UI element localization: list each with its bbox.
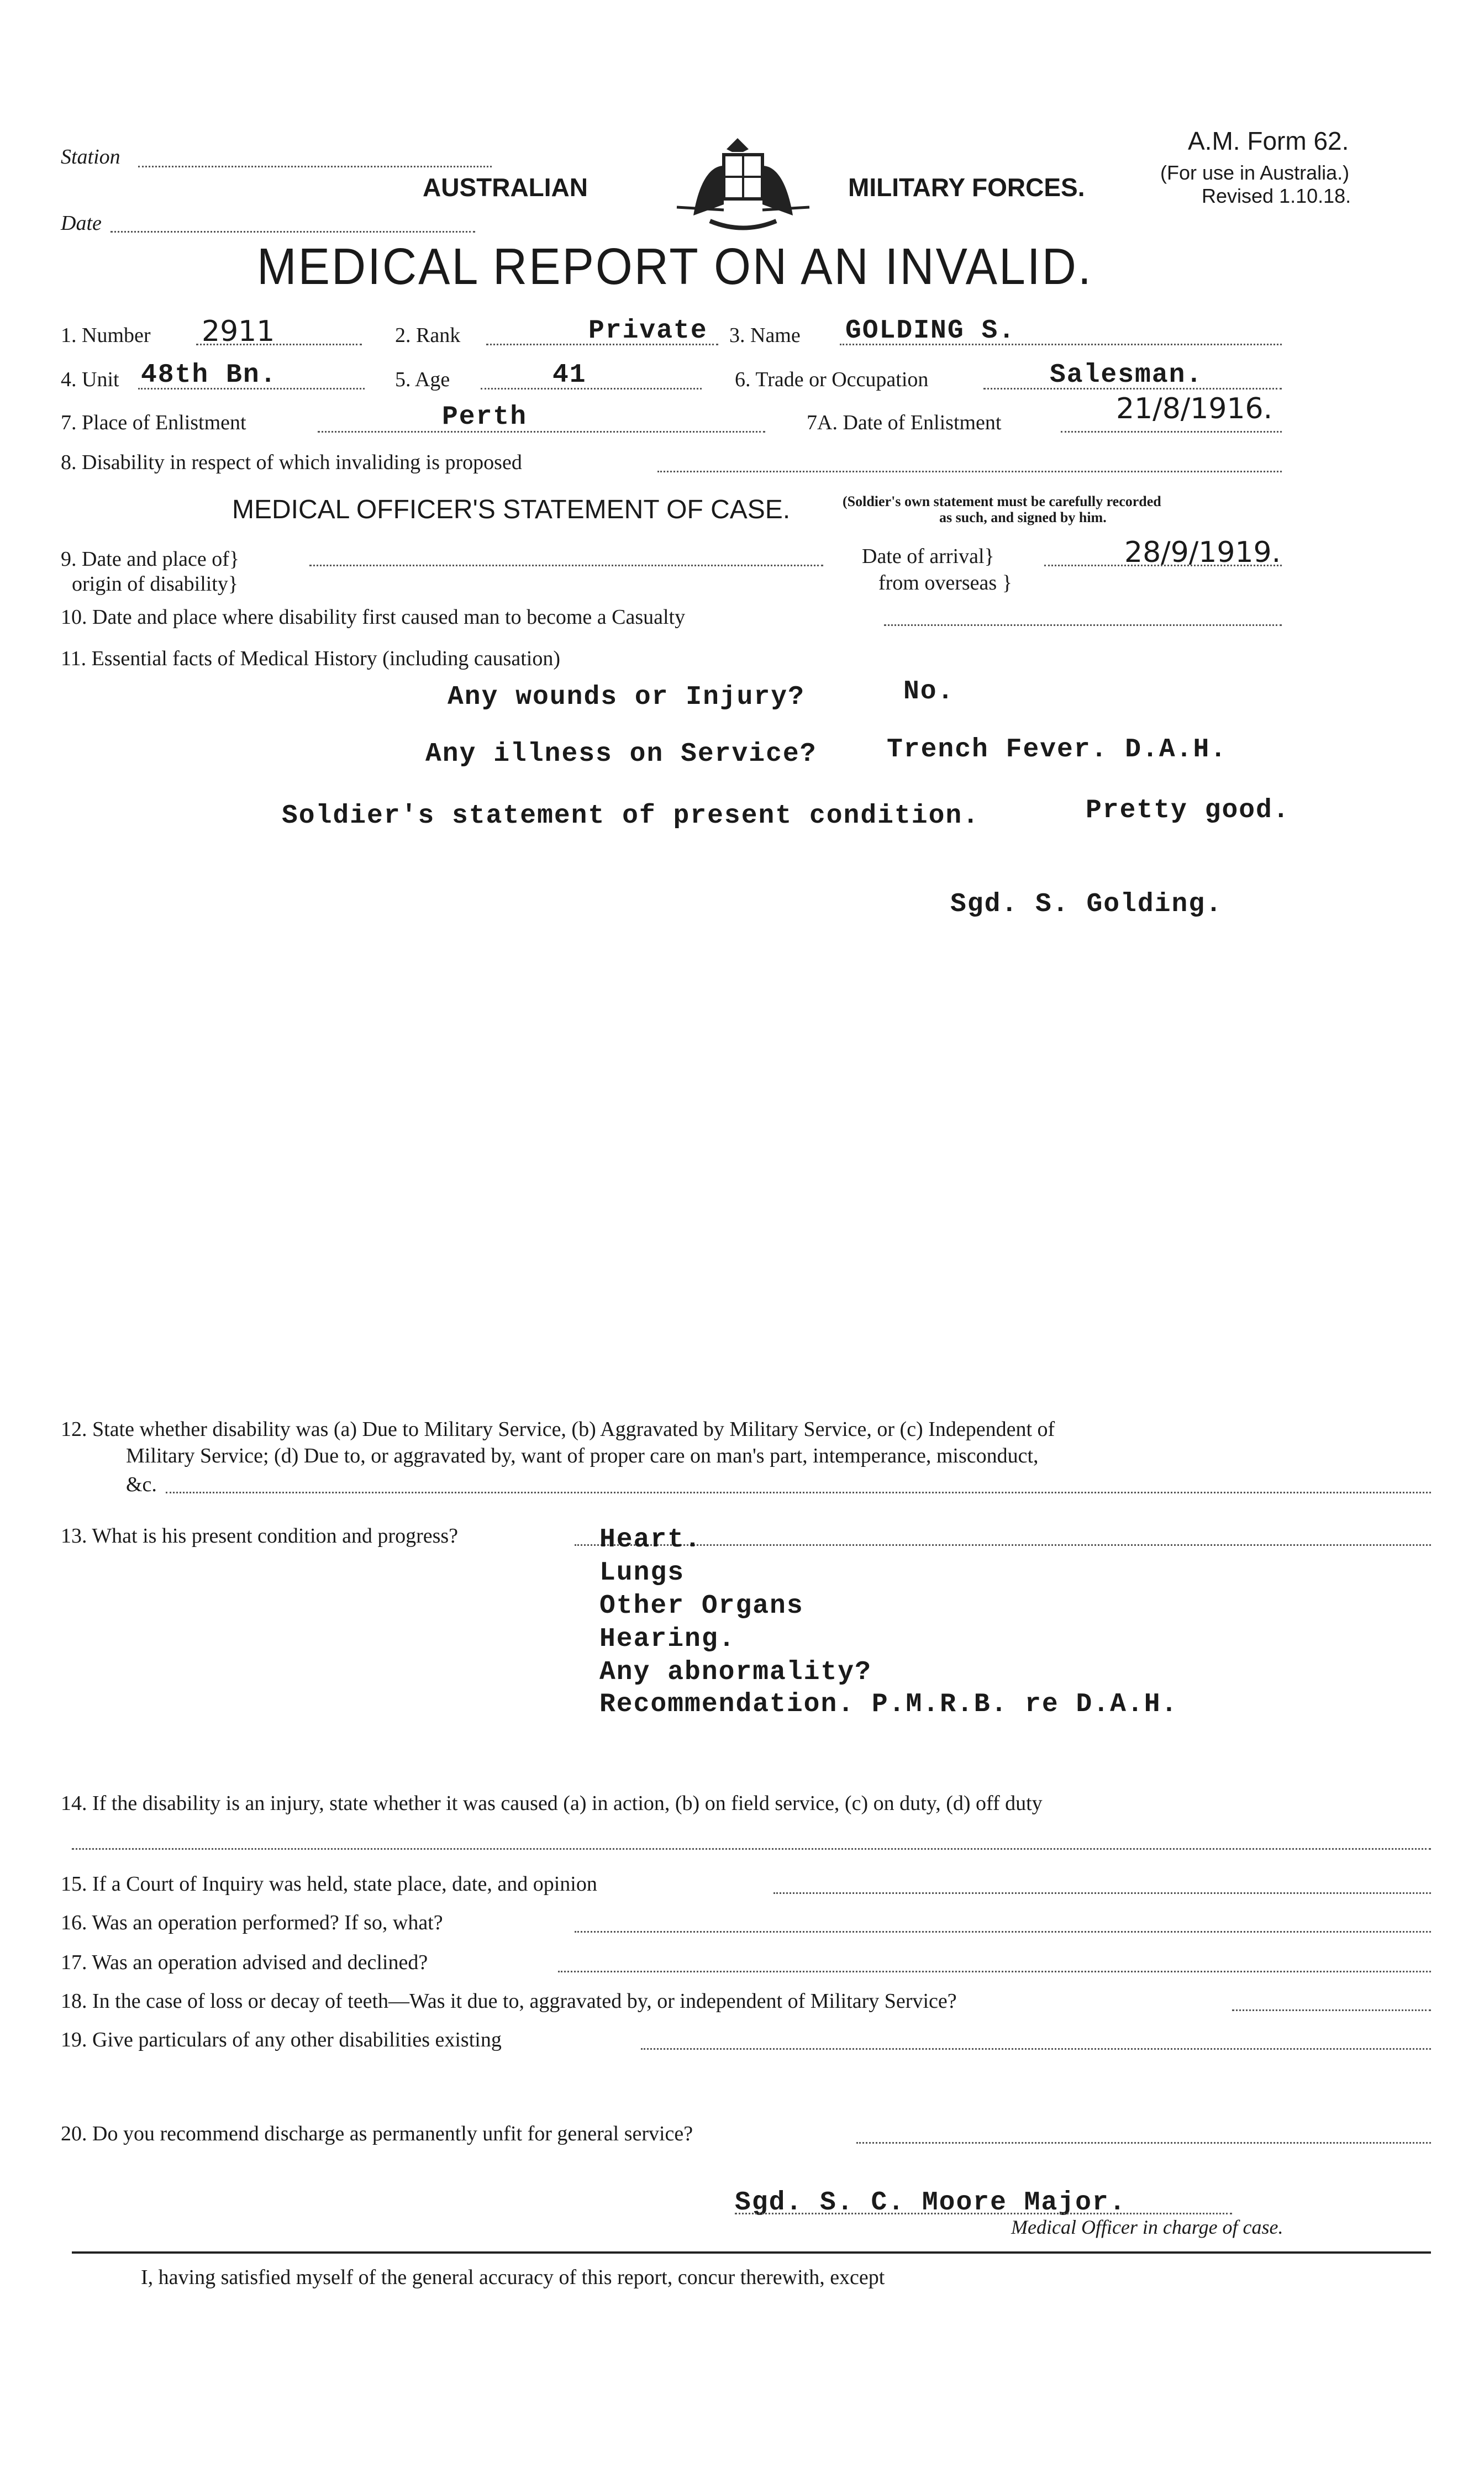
soldier-signature: Sgd. S. Golding. [950, 890, 1223, 919]
q13-label: 13. What is his present condition and progress? [61, 1524, 459, 1548]
enlistment-date-value[interactable]: 21/8/1916. [1116, 392, 1273, 425]
unit-value[interactable]: 48th Bn. [141, 360, 277, 390]
trade-label: 6. Trade or Occupation [735, 368, 929, 391]
q16-label: 16. Was an operation performed? If so, what? [61, 1911, 443, 1934]
wounds-answer: No. [903, 677, 955, 707]
medical-officer-caption: Medical Officer in charge of case. [1011, 2216, 1283, 2238]
coat-of-arms-emblem [671, 133, 815, 238]
page-title: MEDICAL REPORT ON AN INVALID. [257, 238, 1093, 296]
enlistment-place-line [318, 431, 765, 433]
footer-divider [72, 2251, 1431, 2254]
q11-label: 11. Essential facts of Medical History (including causation) [61, 647, 561, 670]
q9-label-line1: 9. Date and place of} [61, 548, 240, 571]
name-value[interactable]: GOLDING S. [845, 316, 1016, 346]
arrival-label-line1: Date of arrival} [862, 545, 994, 568]
q12-line2: Military Service; (d) Due to, or aggravated by, want of proper care on man's part, intemperance, misconduct, [126, 1444, 1039, 1467]
q10-label: 10. Date and place where disability first caused man to become a Casualty [61, 606, 686, 629]
unit-label: 4. Unit [61, 368, 119, 391]
q17-field[interactable] [558, 1971, 1431, 1972]
enlistment-place-value[interactable]: Perth [442, 402, 528, 432]
q9-label-line2: origin of disability} [72, 572, 239, 596]
station-label: Station [61, 145, 120, 169]
enlistment-place-label: 7. Place of Enlistment [61, 411, 246, 434]
q17-label: 17. Was an operation advised and declined? [61, 1951, 428, 1974]
statement-note-line2: as such, and signed by him. [939, 509, 1107, 525]
q15-label: 15. If a Court of Inquiry was held, state place, date, and opinion [61, 1872, 597, 1896]
q13-answer-other-organs: Other Organs [599, 1591, 804, 1621]
rank-value[interactable]: Private [588, 316, 708, 346]
rank-label: 2. Rank [395, 324, 461, 347]
date-field[interactable] [110, 231, 475, 233]
illness-answer: Trench Fever. D.A.H. [887, 735, 1228, 765]
enlistment-date-line [1061, 431, 1282, 433]
q14-field[interactable] [72, 1848, 1431, 1850]
q19-label: 19. Give particulars of any other disabilities existing [61, 2028, 502, 2051]
trade-value[interactable]: Salesman. [1050, 360, 1203, 390]
revised-date: Revised 1.10.18. [1202, 185, 1351, 207]
condition-answer: Pretty good. [1086, 796, 1290, 825]
q19-field[interactable] [641, 2048, 1431, 2050]
q12-line1: 12. State whether disability was (a) Due to Military Service, (b) Aggravated by Military Service, or (c) Independent of [61, 1418, 1055, 1441]
q14-label: 14. If the disability is an injury, state whether it was caused (a) in action, (b) on field service, (c) on duty, (d) off duty [61, 1792, 1043, 1815]
q12-field[interactable] [166, 1492, 1431, 1493]
age-label: 5. Age [395, 368, 450, 391]
q13-answer-recommendation: Recommendation. P.M.R.B. re D.A.H. [599, 1690, 1178, 1719]
arrival-value[interactable]: 28/9/1919. [1124, 536, 1281, 569]
name-label: 3. Name [729, 324, 801, 347]
use-note: (For use in Australia.) [1160, 161, 1350, 184]
q18-label: 18. In the case of loss or decay of teeth—Was it due to, aggravated by, or independent of Military Service? [61, 1990, 957, 2013]
statement-heading: MEDICAL OFFICER'S STATEMENT OF CASE. [232, 495, 791, 524]
medical-officer-signature: Sgd. S. C. Moore Major. [735, 2188, 1127, 2218]
number-label: 1. Number [61, 324, 151, 347]
q12-line3: &c. [126, 1473, 157, 1496]
q10-field[interactable] [884, 624, 1282, 626]
signature-line [735, 2213, 1232, 2214]
q13-answer-abnormality: Any abnormality? [599, 1657, 872, 1687]
number-value[interactable]: 2911 [202, 315, 275, 348]
header-australian: AUSTRALIAN [423, 173, 588, 202]
q9-field[interactable] [309, 565, 823, 566]
condition-question: Soldier's statement of present condition. [282, 801, 980, 831]
q13-answer-heart: Heart. [599, 1525, 702, 1555]
age-line [481, 388, 702, 390]
q20-label: 20. Do you recommend discharge as permanently unfit for general service? [61, 2122, 693, 2145]
q16-field[interactable] [575, 1931, 1431, 1933]
q13-line [575, 1544, 1431, 1546]
arrival-label-line2: from overseas } [878, 571, 1012, 594]
date-label: Date [61, 212, 102, 235]
enlistment-date-label: 7A. Date of Enlistment [807, 411, 1002, 434]
q20-field[interactable] [856, 2142, 1431, 2144]
disability-label: 8. Disability in respect of which invaliding is proposed [61, 451, 522, 474]
q15-field[interactable] [773, 1892, 1431, 1894]
form-number: A.M. Form 62. [1188, 127, 1349, 155]
statement-note-line1: (Soldier's own statement must be carefully recorded [843, 493, 1161, 509]
wounds-question: Any wounds or Injury? [448, 682, 805, 712]
q13-answer-lungs: Lungs [599, 1558, 685, 1588]
station-field[interactable] [138, 166, 492, 167]
age-value[interactable]: 41 [552, 360, 587, 390]
concurrence-statement: I, having satisfied myself of the general accuracy of this report, concur therewith, except [141, 2266, 885, 2289]
q18-field[interactable] [1232, 2009, 1431, 2011]
disability-field[interactable] [657, 471, 1282, 472]
q13-answer-hearing: Hearing. [599, 1624, 736, 1654]
illness-question: Any illness on Service? [425, 739, 817, 769]
header-military-forces: MILITARY FORCES. [848, 173, 1085, 202]
